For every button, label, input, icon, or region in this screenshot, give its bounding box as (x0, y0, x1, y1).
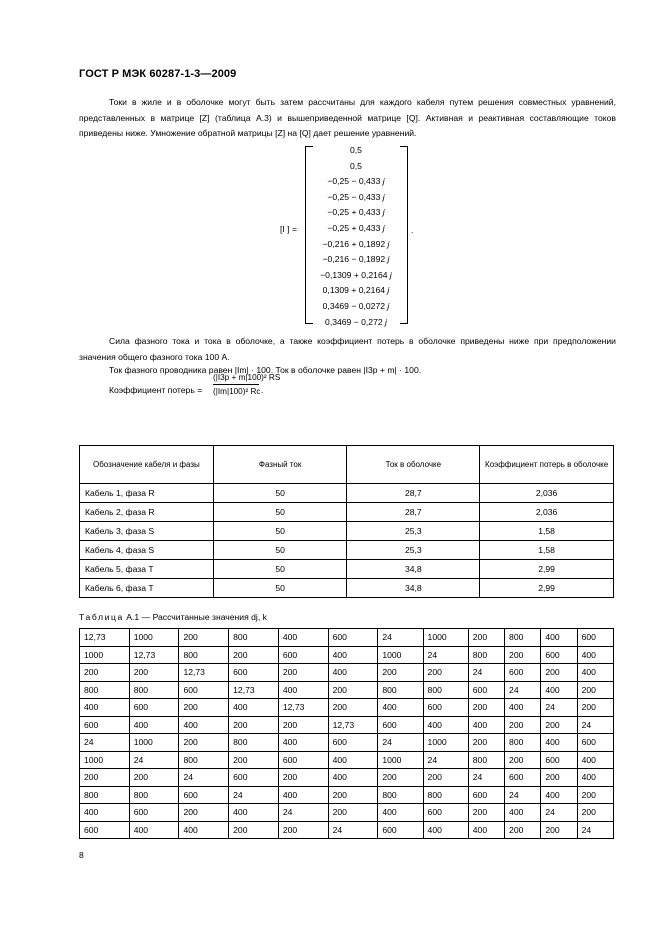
table-row (80, 484, 614, 503)
table-cell: 400 (328, 646, 378, 664)
cable-currents-table (79, 445, 614, 598)
table-cell: 24 (577, 716, 613, 734)
table-cell: 400 (328, 664, 378, 682)
table-cell: 400 (541, 734, 577, 752)
table-cell: 800 (229, 734, 279, 752)
table-cell: 50 (213, 522, 347, 541)
table-cell: 400 (278, 786, 328, 804)
table-cell: 400 (229, 804, 279, 822)
table-cell: 200 (229, 646, 279, 664)
table-cell: 200 (328, 804, 378, 822)
table-cell: 800 (129, 681, 179, 699)
formula-end-mark: . (261, 385, 264, 395)
table-cell: 50 (213, 503, 347, 522)
table-cell: 24 (129, 751, 179, 769)
table-row (80, 646, 614, 664)
table-cell: 600 (468, 681, 504, 699)
table-cell: 200 (179, 734, 229, 752)
table-caption (79, 612, 267, 622)
table-cell: 24 (541, 699, 577, 717)
table-row (80, 821, 614, 839)
matrix-row (312, 205, 400, 221)
table-cell: 24 (505, 786, 541, 804)
formula-numerator: (|I3p + m|100)² RS (213, 373, 281, 382)
table-cell: 800 (179, 751, 229, 769)
formula-denominator: (|Im|100)² Rc (213, 387, 261, 396)
table-cell: 400 (468, 716, 504, 734)
table-cell: 800 (505, 734, 541, 752)
table-cell: Кабель 2, фаза R (80, 503, 214, 522)
table-cell: 200 (229, 751, 279, 769)
loss-factor-fraction (213, 373, 281, 396)
table-cell: 24 (423, 751, 468, 769)
imaginary-unit: j (389, 269, 392, 280)
matrix-end-mark: . (411, 225, 414, 235)
table-cell: 1000 (423, 629, 468, 647)
matrix-value: −0,25 − 0,433 (327, 191, 381, 202)
table-cell: 800 (468, 751, 504, 769)
table-cell: 400 (577, 751, 613, 769)
table-cell: 2,99 (480, 560, 614, 579)
table-row (80, 751, 614, 769)
table-cell: 400 (179, 716, 229, 734)
table-cell: 200 (80, 664, 130, 682)
imaginary-unit: j (382, 207, 385, 218)
intro-paragraph: Токи в жиле и в оболочке могут быть затем рассчитаны для каждого кабеля путем решения совместных уравнений, представленных в матрице [Z] (таблица А.3) и вышеприведенной матрице [Q]. Активная и реактивная составляющие токов приведены ниже. Умножение обратной матрицы [Z] на [Q] дает решение уравнений. (79, 97, 616, 138)
table-cell: 400 (378, 804, 423, 822)
table-row (80, 716, 614, 734)
table-cell: 200 (505, 751, 541, 769)
table-cell: 400 (577, 664, 613, 682)
table-row (80, 699, 614, 717)
table-cell: 200 (80, 769, 130, 787)
table-cell: 34,8 (347, 579, 480, 598)
table-cell: 600 (505, 769, 541, 787)
table-cell: 25,3 (347, 522, 480, 541)
matrix-row (312, 283, 400, 299)
table-cell: 800 (129, 786, 179, 804)
table-cell: 1000 (80, 646, 130, 664)
column-header: Ток в оболочке (347, 446, 480, 484)
table-cell: 400 (577, 646, 613, 664)
table-cell: 400 (278, 734, 328, 752)
table-cell: 200 (541, 664, 577, 682)
table-cell: 1000 (129, 629, 179, 647)
table-cell: 34,8 (347, 560, 480, 579)
column-header: Коэффициент потерь в оболочке (480, 446, 614, 484)
table-cell: 200 (278, 821, 328, 839)
table-cell: 400 (278, 681, 328, 699)
table-cell: 24 (423, 646, 468, 664)
table-header-row (80, 446, 614, 484)
table-cell: 600 (129, 804, 179, 822)
table-cell: 12,73 (80, 629, 130, 647)
column-header: Фазный ток (213, 446, 347, 484)
table-cell: 28,7 (347, 484, 480, 503)
matrix-row (312, 315, 400, 331)
table-cell: 600 (80, 716, 130, 734)
table-cell: 400 (179, 821, 229, 839)
table-row (80, 786, 614, 804)
matrix-row (312, 159, 400, 175)
table-cell: 800 (505, 629, 541, 647)
matrix-values (312, 143, 400, 330)
table-cell: 600 (468, 786, 504, 804)
table-cell: 24 (179, 769, 229, 787)
table-cell: 200 (129, 769, 179, 787)
matrix-value: −0,25 − 0,433 (327, 176, 381, 187)
table-cell: 200 (577, 681, 613, 699)
table-cell: 600 (423, 804, 468, 822)
table-row (80, 769, 614, 787)
table-row (80, 681, 614, 699)
table-cell: 200 (328, 786, 378, 804)
table-cell: 400 (129, 821, 179, 839)
matrix-value: 0,1309 + 0,2164 (322, 285, 386, 296)
table-cell: 24 (468, 664, 504, 682)
table-cell: 800 (179, 646, 229, 664)
imaginary-unit: j (382, 222, 385, 233)
table-row (80, 804, 614, 822)
table-cell: 800 (80, 786, 130, 804)
table-cell: 400 (423, 821, 468, 839)
table-cell: 600 (179, 786, 229, 804)
table-cell: 600 (328, 734, 378, 752)
matrix-value: −0,25 + 0,433 (327, 222, 381, 233)
matrix-value: −0,216 + 0,1892 (322, 238, 386, 249)
table-cell: 200 (505, 716, 541, 734)
table-cell: 400 (80, 804, 130, 822)
matrix-value: −0,216 − 0,1892 (322, 254, 386, 265)
distance-table (79, 628, 614, 839)
table-cell: 400 (541, 629, 577, 647)
imaginary-unit: j (387, 285, 390, 296)
table-cell: Кабель 5, фаза T (80, 560, 214, 579)
table-cell: 200 (179, 804, 229, 822)
table-cell: 200 (577, 786, 613, 804)
table-cell: 200 (229, 716, 279, 734)
table-cell: 400 (468, 821, 504, 839)
table-cell: 24 (378, 629, 423, 647)
table-cell: 400 (80, 699, 130, 717)
table-cell: 600 (278, 646, 328, 664)
table-cell: 1000 (80, 751, 130, 769)
table-cell: 24 (468, 769, 504, 787)
table-cell: 400 (541, 681, 577, 699)
matrix-value: 0,5 (350, 145, 362, 155)
fraction-bar (213, 384, 259, 385)
table-cell: 200 (179, 629, 229, 647)
table-cell: 200 (468, 699, 504, 717)
table-cell: 200 (229, 821, 279, 839)
table-cell: 1,58 (480, 541, 614, 560)
imaginary-unit: j (385, 316, 387, 327)
table-cell: Кабель 3, фаза S (80, 522, 214, 541)
table-row (80, 522, 614, 541)
imaginary-unit: j (387, 238, 390, 249)
table-cell: 600 (541, 646, 577, 664)
table-cell: 24 (378, 734, 423, 752)
table-row (80, 664, 614, 682)
matrix-row (312, 268, 400, 284)
table-row (80, 541, 614, 560)
table-cell: 12,73 (278, 699, 328, 717)
table-cell: 400 (278, 629, 328, 647)
table-cell: 400 (541, 786, 577, 804)
table-row (80, 734, 614, 752)
caption-prefix: Таблица (79, 612, 124, 622)
table-cell: 600 (541, 751, 577, 769)
matrix-right-bracket (400, 146, 408, 324)
table-cell: 12,73 (328, 716, 378, 734)
matrix-row (312, 252, 400, 268)
table-cell: 200 (423, 664, 468, 682)
table-cell: 200 (423, 769, 468, 787)
table-cell: 24 (278, 804, 328, 822)
table-cell: Кабель 1, фаза R (80, 484, 214, 503)
matrix-row (312, 143, 400, 159)
table-cell: 24 (505, 681, 541, 699)
table-cell: 24 (541, 804, 577, 822)
table-cell: 200 (577, 804, 613, 822)
matrix-label: [I ] = (280, 224, 297, 234)
matrix-value: −0,25 + 0,433 (327, 207, 381, 218)
matrix-row (312, 299, 400, 315)
table-row (80, 629, 614, 647)
table-cell: 1,58 (480, 522, 614, 541)
table-cell: 600 (229, 664, 279, 682)
table-cell: 200 (505, 821, 541, 839)
table-cell: 25,3 (347, 541, 480, 560)
table-cell: 24 (80, 734, 130, 752)
matrix-row (312, 190, 400, 206)
table-cell: 50 (213, 484, 347, 503)
table-cell: 24 (328, 821, 378, 839)
table-cell: 400 (423, 716, 468, 734)
table-row (80, 579, 614, 598)
formula-label: Коэффициент потерь = (109, 385, 203, 395)
table-cell: 200 (328, 681, 378, 699)
table-cell: 600 (179, 681, 229, 699)
table-cell: 2,036 (480, 484, 614, 503)
table-cell: 200 (278, 664, 328, 682)
table-cell: Кабель 4, фаза S (80, 541, 214, 560)
matrix-value: 0,3469 − 0,272 (325, 316, 383, 327)
table-row (80, 503, 614, 522)
table-cell: 400 (505, 804, 541, 822)
table-cell: 50 (213, 560, 347, 579)
table-cell: 800 (468, 646, 504, 664)
table-cell: 200 (577, 699, 613, 717)
table-cell: 800 (229, 629, 279, 647)
table-cell: 200 (278, 716, 328, 734)
table-cell: 400 (328, 751, 378, 769)
table-cell: 200 (129, 664, 179, 682)
table-cell: 24 (577, 821, 613, 839)
table-cell: 1000 (129, 734, 179, 752)
table-cell: 200 (328, 699, 378, 717)
table-cell: 12,73 (129, 646, 179, 664)
table-cell: 800 (80, 681, 130, 699)
table-cell: 400 (577, 769, 613, 787)
table-cell: 600 (129, 699, 179, 717)
phase-current-paragraph: Сила фазного тока и тока в оболочке, а также коэффициент потерь в оболочке приведены ниже при предположении значения общего фазного тока 100 А. (79, 336, 616, 362)
table-cell: 1000 (423, 734, 468, 752)
table-cell: 400 (328, 769, 378, 787)
table-cell: 800 (378, 681, 423, 699)
table-cell: 800 (423, 786, 468, 804)
table-cell: 200 (541, 821, 577, 839)
table-cell: 400 (229, 699, 279, 717)
imaginary-unit: j (387, 300, 390, 311)
page-number: 8 (79, 850, 84, 860)
matrix-row (312, 237, 400, 253)
table-cell: 12,73 (229, 681, 279, 699)
table-cell: 800 (378, 786, 423, 804)
table-cell: 28,7 (347, 503, 480, 522)
table-cell: 600 (80, 821, 130, 839)
table-cell: 400 (378, 699, 423, 717)
table-cell: 600 (505, 664, 541, 682)
imaginary-unit: j (382, 176, 385, 187)
column-header: Обозначение кабеля и фазы (80, 446, 214, 484)
table-cell: 200 (378, 664, 423, 682)
imaginary-unit: j (382, 191, 385, 202)
table-cell: 12,73 (179, 664, 229, 682)
matrix-value: 0,5 (350, 160, 362, 171)
matrix-row (312, 174, 400, 190)
table-cell: 600 (328, 629, 378, 647)
table-cell: 600 (378, 821, 423, 839)
table-cell: 800 (423, 681, 468, 699)
currents-line: Ток фазного проводника равен |Im| · 100. Ток в оболочке равен |I3p + m| · 100. (109, 365, 422, 375)
table-cell: 400 (505, 699, 541, 717)
table-cell: 600 (278, 751, 328, 769)
matrix-row (312, 221, 400, 237)
table-cell: 400 (129, 716, 179, 734)
table-cell: 600 (577, 734, 613, 752)
table-cell: 600 (423, 699, 468, 717)
matrix-value: −0,1309 + 0,2164 (320, 269, 388, 280)
table-cell: 2,036 (480, 503, 614, 522)
table-cell: 600 (577, 629, 613, 647)
table-cell: 200 (541, 716, 577, 734)
table-cell: 200 (541, 769, 577, 787)
table-cell: 1000 (378, 646, 423, 664)
table-cell: 200 (468, 629, 504, 647)
caption-text: А.1 — Рассчитанные значения dj, k (126, 612, 267, 622)
matrix-value: 0,3469 − 0,0272 (322, 300, 386, 311)
table-cell: 200 (468, 804, 504, 822)
table-cell: 200 (179, 699, 229, 717)
imaginary-unit: j (387, 254, 390, 265)
table-cell: Кабель 6, фаза T (80, 579, 214, 598)
table-row (80, 560, 614, 579)
table-cell: 50 (213, 579, 347, 598)
table-cell: 50 (213, 541, 347, 560)
table-cell: 200 (468, 734, 504, 752)
table-cell: 200 (378, 769, 423, 787)
table-cell: 2,99 (480, 579, 614, 598)
table-cell: 24 (229, 786, 279, 804)
table-cell: 200 (278, 769, 328, 787)
table-cell: 1000 (378, 751, 423, 769)
table-cell: 600 (229, 769, 279, 787)
table-cell: 200 (505, 646, 541, 664)
table-cell: 600 (378, 716, 423, 734)
document-header: ГОСТ Р МЭК 60287-1-3—2009 (79, 68, 237, 80)
